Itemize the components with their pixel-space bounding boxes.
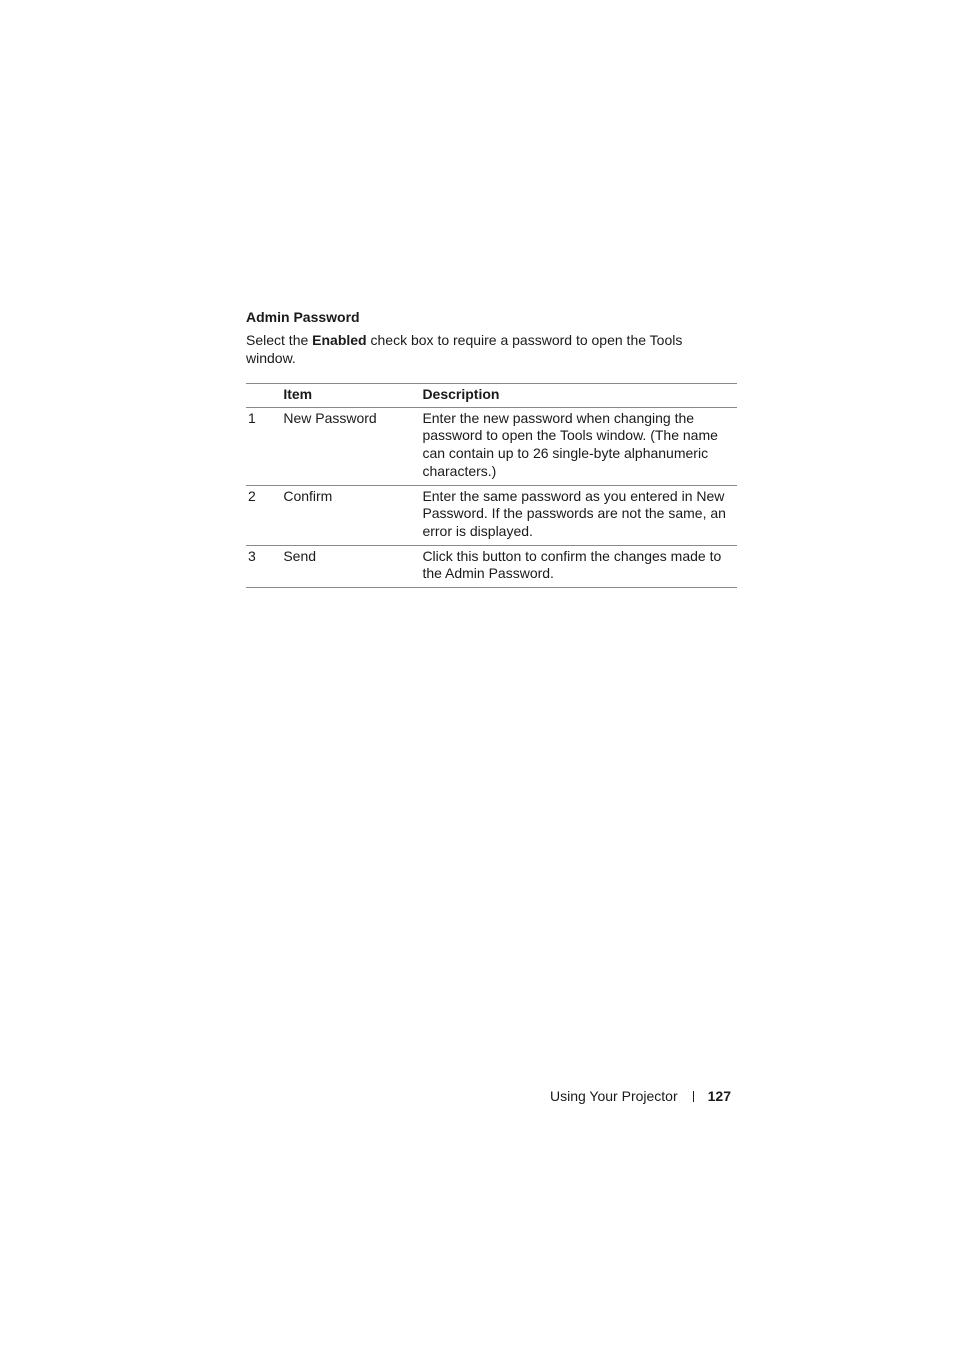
header-num <box>246 384 283 408</box>
row-description: Enter the same password as you entered in New Password. If the passwords are not the same, an error is displayed. <box>422 487 726 539</box>
row-item: New Password <box>283 409 377 426</box>
table-row <box>246 485 737 545</box>
page-footer <box>550 1088 731 1104</box>
row-number: 3 <box>248 547 256 564</box>
page-number: 127 <box>707 1088 731 1104</box>
header-item: Item <box>283 386 313 402</box>
chapter-title: Using Your Projector <box>550 1088 678 1104</box>
intro-paragraph <box>246 332 726 367</box>
enabled-keyword: Enabled <box>312 332 367 348</box>
items-table <box>246 383 737 588</box>
footer-divider <box>693 1091 694 1102</box>
section-title: Admin Password <box>246 309 360 325</box>
intro-text-before: Select the <box>246 332 313 348</box>
table-header-row <box>246 384 737 408</box>
row-number: 2 <box>248 487 256 504</box>
row-number: 1 <box>248 409 256 426</box>
row-description: Enter the new password when changing the password to open the Tools window. (The name can contain up to 26 single-byte alphanumeric characters.) <box>422 409 718 479</box>
row-item: Confirm <box>283 487 333 504</box>
row-item: Send <box>283 547 317 564</box>
table-row <box>246 545 737 587</box>
row-description: Click this button to confirm the changes made to the Admin Password. <box>422 547 722 582</box>
header-description: Description <box>422 386 500 402</box>
intro-text-after: check box to require a password to open the Tools window. <box>246 332 683 366</box>
table-row <box>246 407 737 485</box>
